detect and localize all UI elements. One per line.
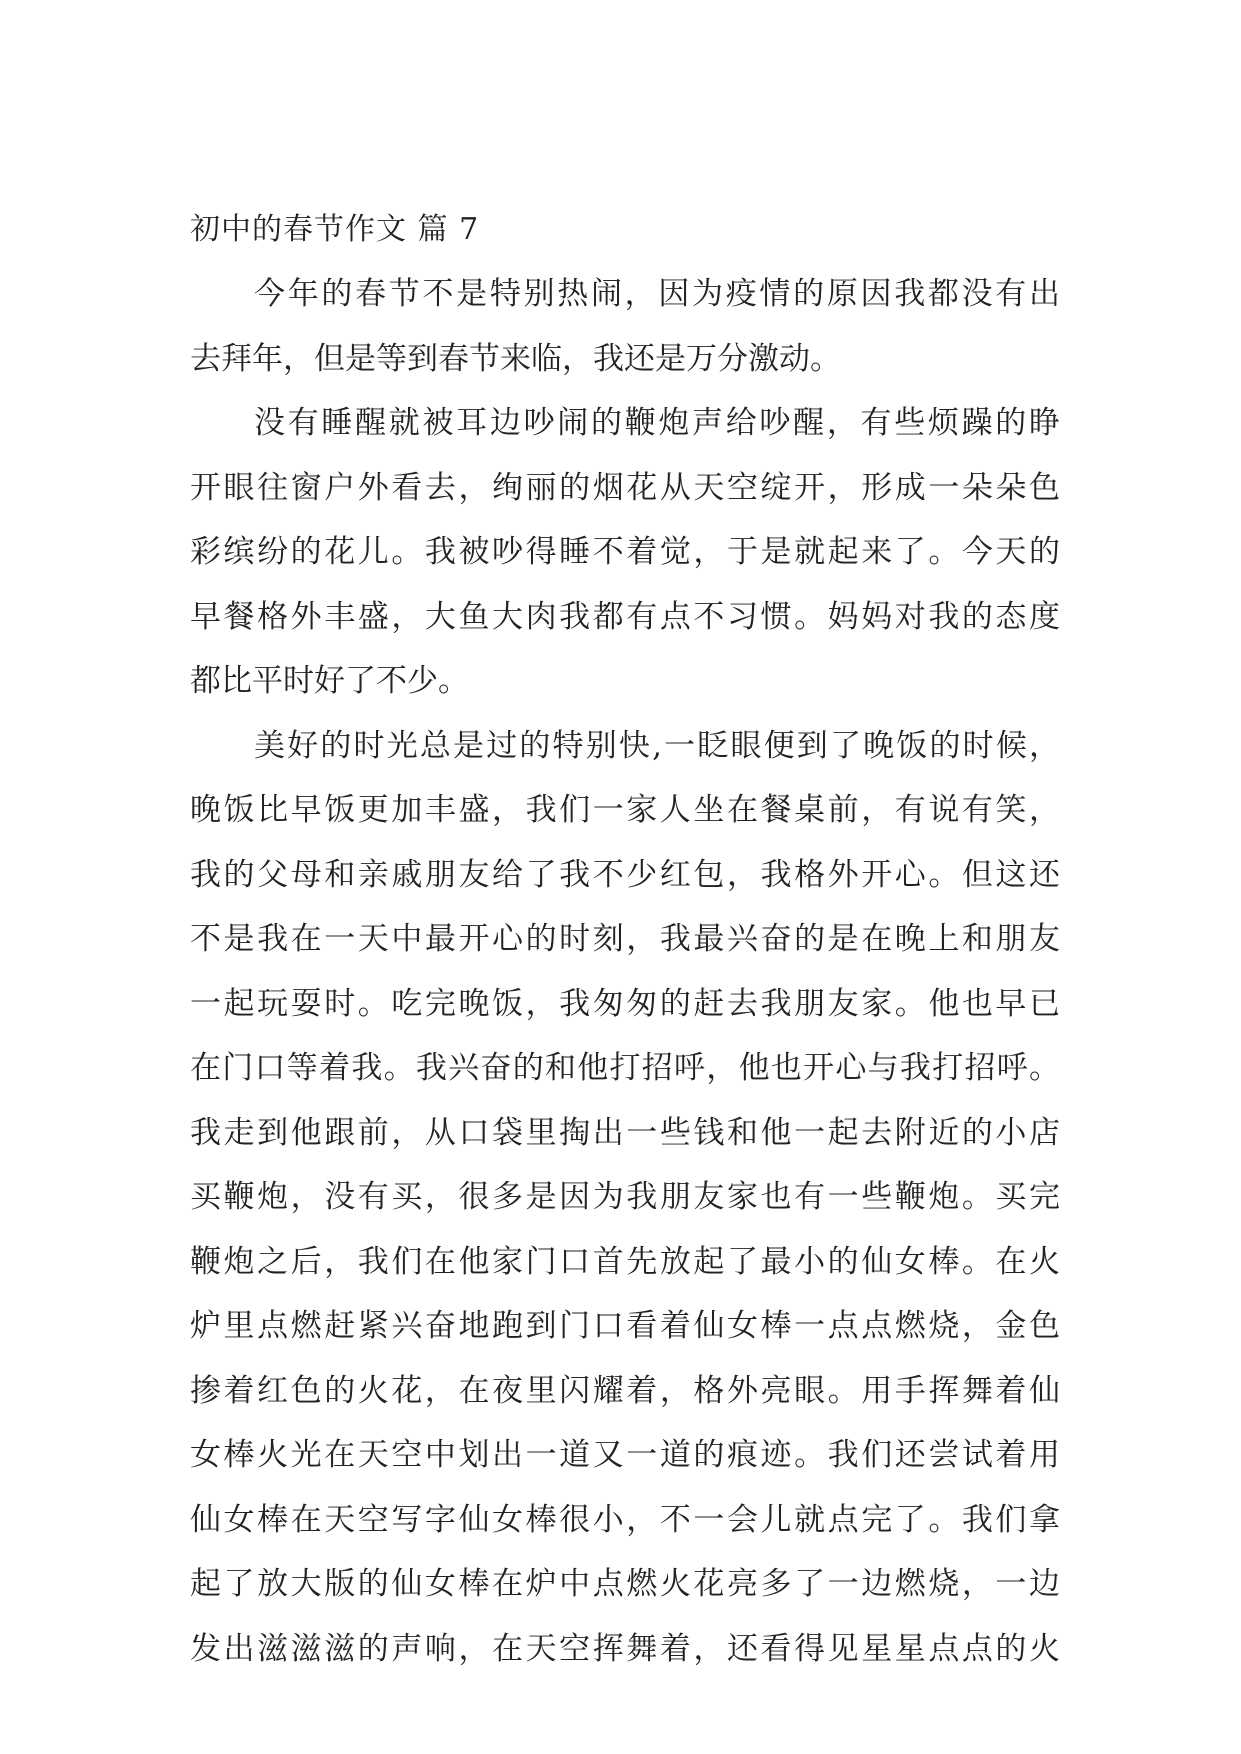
text-line: 不是我在一天中最开心的时刻，我最兴奋的是在晚上和朋友: [190, 921, 1060, 957]
paragraph: [190, 714, 1060, 1682]
paragraph: [190, 262, 1060, 391]
text-line: 我的父母和亲戚朋友给了我不少红包，我格外开心。但这还: [190, 856, 1060, 893]
text-line: 女棒火光在天空中划出一道又一道的痕迹。我们还尝试着用: [190, 1437, 1060, 1473]
text-line: 去拜年，但是等到春节来临，我还是万分激动。: [190, 340, 841, 377]
text-line: 晚饭比早饭更加丰盛，我们一家人坐在餐桌前，有说有笑，: [190, 792, 1060, 828]
text-line: 炉里点燃赶紧兴奋地跑到门口看着仙女棒一点点燃烧，金色: [190, 1308, 1060, 1344]
text-line: 一起玩耍时。吃完晚饭，我匆匆的赶去我朋友家。他也早已: [190, 985, 1060, 1022]
text-line: 掺着红色的火花，在夜里闪耀着，格外亮眼。用手挥舞着仙: [190, 1372, 1060, 1409]
text-line: 起了放大版的仙女棒在炉中点燃火花亮多了一边燃烧，一边: [190, 1566, 1060, 1602]
document-body: [190, 198, 1060, 1681]
text-line: 今年的春节不是特别热闹，因为疫情的原因我都没有出: [254, 276, 1060, 312]
text-line: 都比平时好了不少。: [190, 663, 469, 699]
text-line: 早餐格外丰盛，大鱼大肉我都有点不习惯。妈妈对我的态度: [190, 598, 1060, 635]
text-line: 开眼往窗户外看去，绚丽的烟花从天空绽开，形成一朵朵色: [190, 469, 1060, 506]
text-line: 发出滋滋滋的声响，在天空挥舞着，还看得见星星点点的火: [190, 1630, 1060, 1667]
text-line: 美好的时光总是过的特别快,一眨眼便到了晚饭的时候，: [254, 727, 1060, 764]
document-title: 初中的春节作文 篇 7: [190, 212, 480, 247]
text-line: 仙女棒在天空写字仙女棒很小，不一会儿就点完了。我们拿: [190, 1501, 1060, 1538]
text-line: 我走到他跟前，从口袋里掏出一些钱和他一起去附近的小店: [190, 1114, 1060, 1151]
text-line: 买鞭炮，没有买，很多是因为我朋友家也有一些鞭炮。买完: [190, 1179, 1060, 1215]
text-line: 没有睡醒就被耳边吵闹的鞭炮声给吵醒，有些烦躁的睁: [254, 405, 1060, 441]
paragraph-list: [190, 262, 1060, 1681]
text-line: 鞭炮之后，我们在他家门口首先放起了最小的仙女棒。在火: [190, 1243, 1060, 1280]
text-line: 彩缤纷的花儿。我被吵得睡不着觉，于是就起来了。今天的: [190, 534, 1060, 570]
paragraph: [190, 391, 1060, 714]
text-line: 在门口等着我。我兴奋的和他打招呼，他也开心与我打招呼。: [190, 1050, 1060, 1086]
